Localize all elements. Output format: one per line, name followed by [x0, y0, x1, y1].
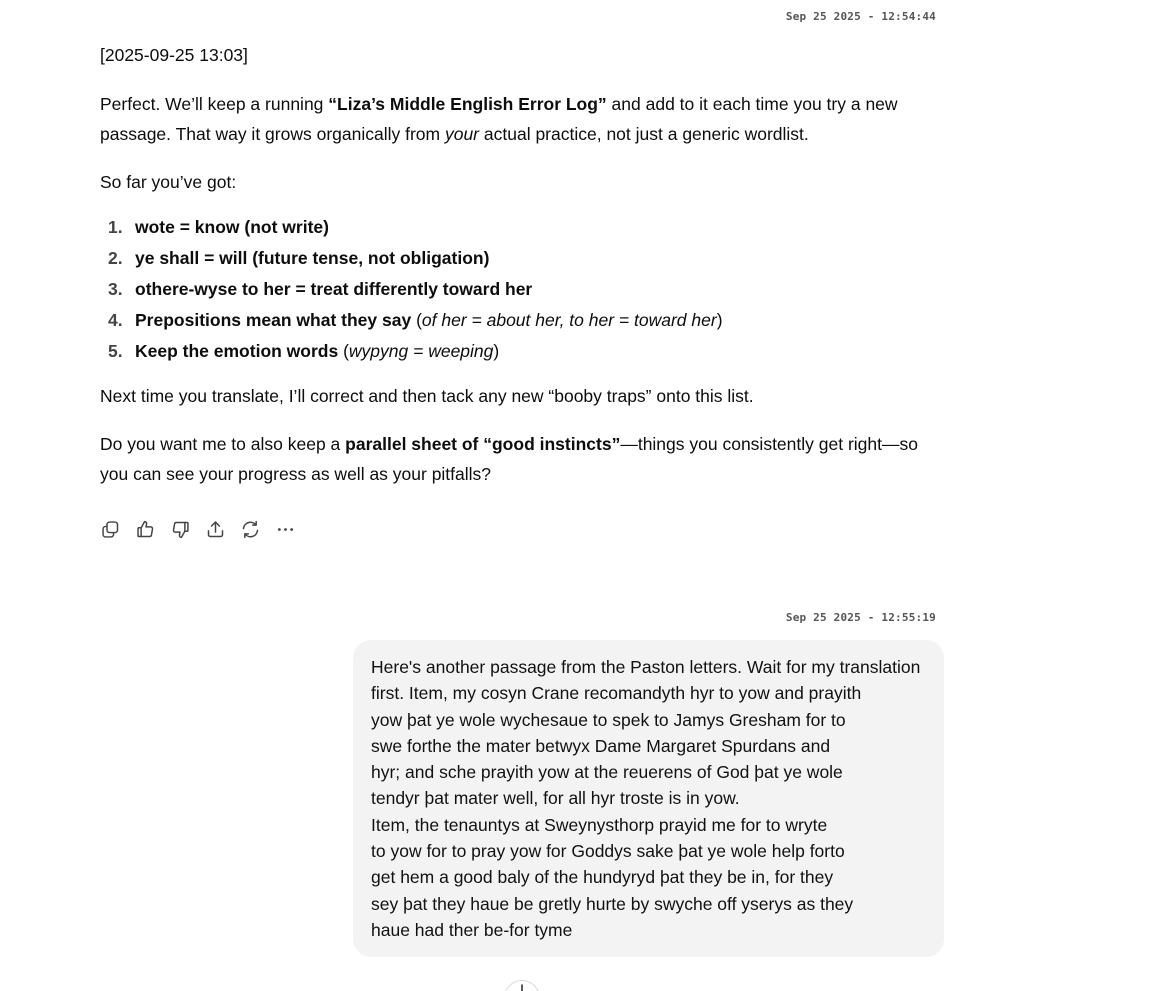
share-icon — [205, 519, 226, 540]
message-line: Here's another passage from the Paston letters. Wait for my translation — [371, 657, 921, 677]
thumbs-down-icon — [170, 519, 191, 540]
message-line: first. Item, my cosyn Crane recomandyth hyr to yow and prayith — [371, 683, 862, 704]
next-time-text: Next time you translate, I’ll correct and then tack any new “booby traps” onto this list. — [100, 386, 754, 406]
intro-paragraph: Perfect. We’ll keep a running “Liza’s Middle English Error Log” and add to it each time you try a new passage. That way it grows organically from your actual practice, not just a generic wordlist. — [100, 94, 898, 144]
scroll-down-button[interactable] — [504, 980, 540, 991]
user-timestamp: Sep 25 2025 - 12:55:19 — [785, 611, 936, 624]
more-icon — [275, 519, 296, 540]
assistant-message — [100, 40, 950, 507]
copy-button[interactable] — [100, 516, 135, 542]
regenerate-icon — [240, 519, 261, 540]
list-item: 5. Keep the emotion words (wypyng = weeping) — [108, 341, 500, 361]
assistant-timestamp: Sep 25 2025 - 12:54:44 — [785, 10, 936, 23]
copy-icon — [100, 519, 121, 540]
error-log-list — [100, 212, 950, 367]
message-line: hyr; and sche prayith yow at the reuerens of God þat ye wole — [371, 762, 843, 783]
list-item: 3. othere-wyse to her = treat differently toward her — [108, 279, 533, 299]
thumbs-down-button[interactable] — [170, 516, 205, 542]
message-line: yow þat ye wole wychesaue to spek to Jamys Gresham for to — [371, 709, 846, 730]
user-message-bubble — [353, 640, 944, 957]
message-actions — [100, 516, 310, 542]
list-item: 1. wote = know (not write) — [108, 217, 329, 237]
thumbs-up-icon — [135, 519, 156, 540]
log-name: “Liza’s Middle English Error Log” — [328, 94, 607, 114]
message-line: tendyr þat mater well, for all hyr troste is in yow. — [371, 788, 740, 809]
message-line: Item, the tenauntys at Sweynysthorp prayid me for to wryte — [371, 814, 828, 835]
message-line: swe forthe the mater betwyx Dame Margaret Spurdans and — [371, 735, 831, 756]
list-item: 4. Prepositions mean what they say (of her = about her, to her = toward her) — [108, 310, 723, 330]
message-header: [2025-09-25 13:03] — [100, 45, 248, 65]
message-line: sey þat they haue be gretly hurte by swyche off yserys as they — [371, 893, 854, 914]
share-button[interactable] — [205, 516, 240, 542]
message-line: to yow for to pray yow for Goddys sake þat ye wole help forto — [371, 841, 845, 862]
arrow-down-icon — [516, 981, 528, 991]
thumbs-up-button[interactable] — [135, 516, 170, 542]
message-line: get hem a good baly of the hundyryd þat they be in, for they — [371, 867, 834, 888]
question-paragraph: Do you want me to also keep a parallel sheet of “good instincts”—things you consistently get right—so you can see your progress as well as your pitfalls? — [100, 434, 918, 484]
more-options-button[interactable] — [275, 516, 310, 542]
message-line: haue had ther be-for tyme — [371, 919, 573, 940]
so-far-text: So far you’ve got: — [100, 172, 237, 192]
regenerate-button[interactable] — [240, 516, 275, 542]
list-item: 2. ye shall = will (future tense, not obligation) — [108, 248, 490, 268]
